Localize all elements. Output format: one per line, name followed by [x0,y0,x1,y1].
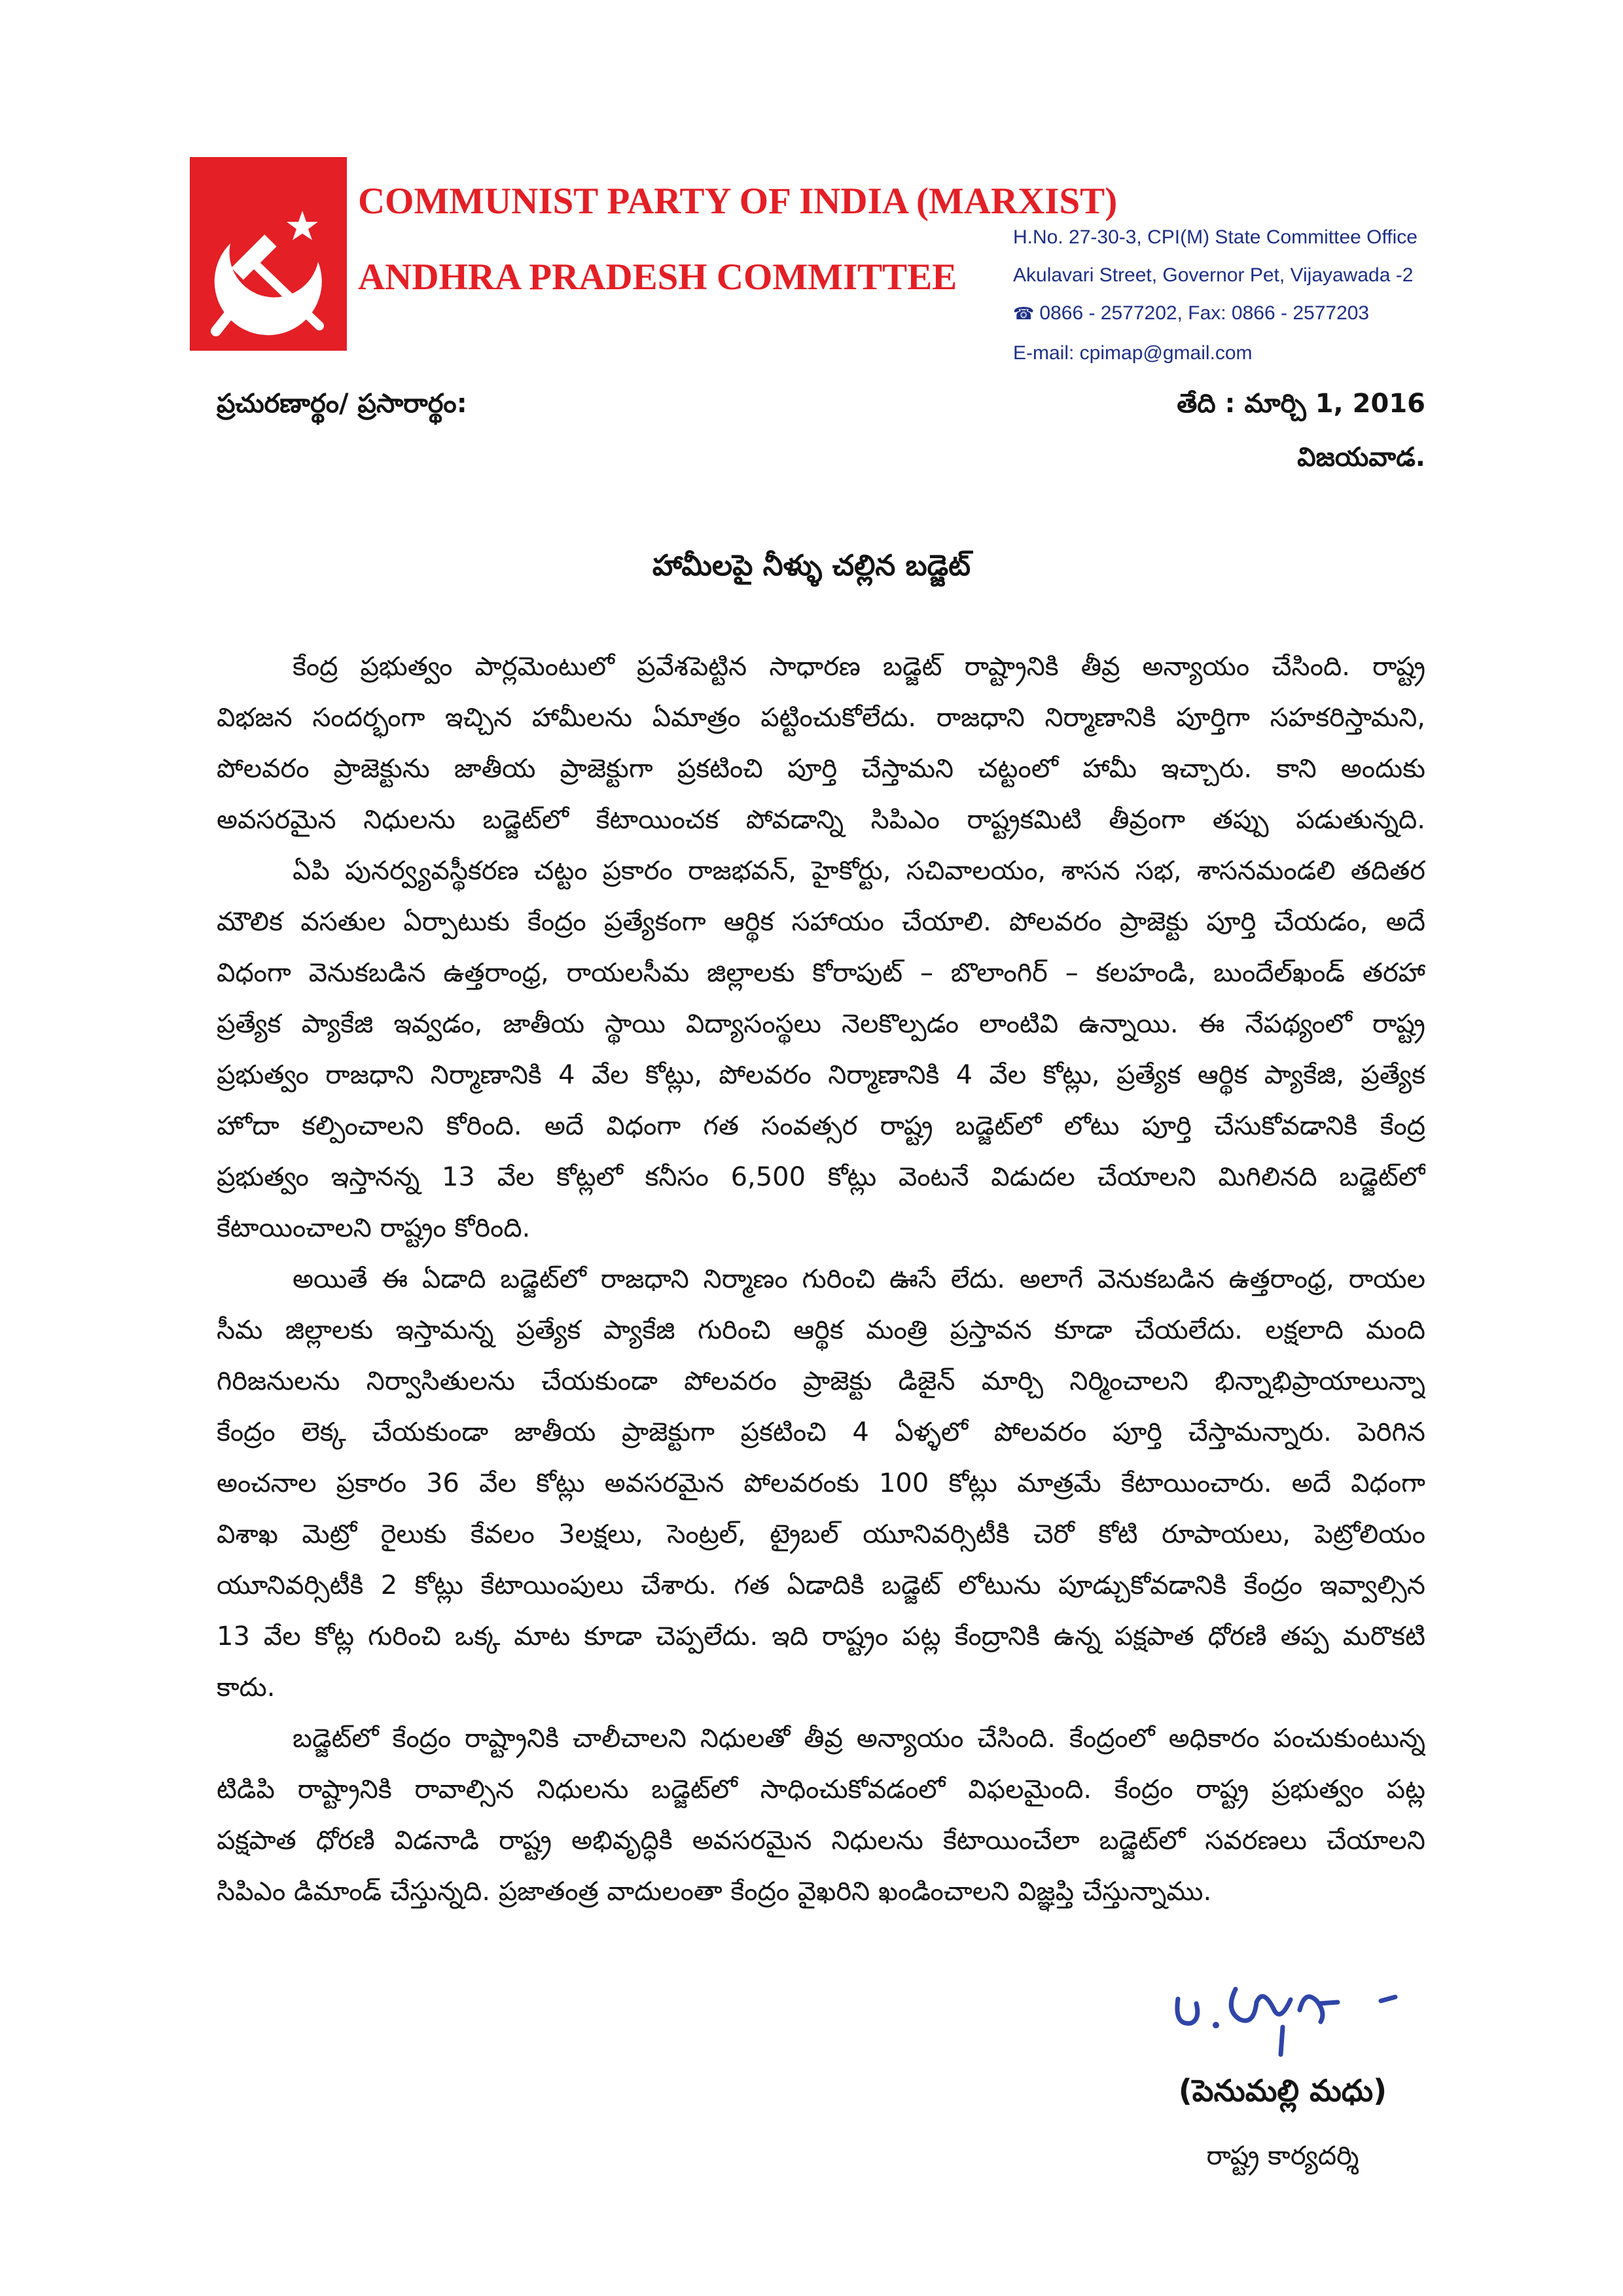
body-line: విశాఖ మెట్రో రైలుకు కేవలం 3లక్షలు, సెంట్రల్, ట్రైబల్ యూనివర్సిటీకి చెరో కోటి రూపాయలు, పెట్రోలియం [217,1519,1425,1549]
paragraph [217,1254,1425,1713]
body-line: ప్రభుత్వం రాజధాని నిర్మాణానికి 4 వేల కోట్లు, పోలవరం నిర్మాణానికి 4 వేల కోట్లు, ప్రత్యేక ఆర్థిక ప్యాకేజి, ప్రత్యేక [217,1060,1425,1090]
body-line: విధంగా వెనుకబడిన ఉత్తరాంధ్ర, రాయలసీమ జిల్లాలకు కోరాపుట్ – బొలాంగిర్ – కలహండి, బుందేల్‌ఖండ్ తరహా [217,958,1425,988]
handwritten-signature [1165,1963,1414,2061]
body-line: టిడిపి రాష్ట్రానికి రావాల్సిన నిధులను బడ్జెట్‌లో సాధించుకోవడంలో విఫలమైంది. కేంద్రం రాష్ట్ర ప్రభుత్వం పట్ల [217,1775,1425,1805]
body-line: హోదా కల్పించాలని కోరింది. అదే విధంగా గత సంవత్సర రాష్ట్ర బడ్జెట్‌లో లోటు పూర్తి చేసుకోవడానికి కేంద్ర [217,1111,1425,1141]
committee-title: ANDHRA PRADESH COMMITTEE [358,256,957,298]
body-line: సిపిఎం డిమాండ్ చేస్తున్నది. ప్రజాతంత్ర వాదులంతా కేంద్రం వైఖరిని ఖండించాలని విజ్ఞప్తి చేస్తున్నాము. [217,1877,1212,1907]
body-line: ప్రభుత్వం ఇస్తానన్న 13 వేల కోట్లలో కనీసం 6,500 కోట్లు వెంటనే విడుదల చేయాలని మిగిలినది బడ్జెట్‌లో [217,1162,1425,1192]
body-line: పక్షపాత ధోరణి విడనాడి రాష్ట్ర అభివృద్ధికి అవసరమైన నిధులను కేటాయించేలా బడ్జెట్‌లో సవరణలు చేయాలని [217,1826,1425,1856]
phone-line [1013,304,1369,323]
body-line: కేంద్రం లెక్క చేయకుండా జాతీయ ప్రాజెక్టుగా ప్రకటించి 4 ఏళ్ళలో పోలవరం పూర్తి చేస్తామన్నారు. పెరిగిన [217,1417,1425,1447]
body-line: అవసరమైన నిధులను బడ్జెట్‌లో కేటాయించక పోవడాన్ని సిపిఎం రాష్ట్రకమిటి తీవ్రంగా తప్పు పడుతున్నది. [217,805,1425,835]
party-logo [190,157,347,351]
press-release-title: హామీలపై నీళ్ళు చల్లిన బడ్జెట్ [652,549,971,582]
body-line: అంచనాల ప్రకారం 36 వేల కోట్లు అవసరమైన పోలవరంకు 100 కోట్లు మాత్రమే కేటాయించారు. అదే విధంగా [217,1468,1425,1498]
body-line: ప్రత్యేక ప్యాకేజి ఇవ్వడం, జాతీయ స్థాయి విద్యాసంస్థలు నెలకొల్పడం లాంటివి ఉన్నాయి. ఈ నేపథ్యంలో రాష్ట్ర [217,1009,1425,1039]
body-line: 13 వేల కోట్ల గురించి ఒక్క మాట కూడా చెప్పలేదు. ఇది రాష్ట్రం పట్ల కేంద్రానికి ఉన్న పక్షపాత ధోరణి తప్ప మరొకటి [217,1621,1425,1651]
phone-text: 0866 - 2577202, Fax: 0866 - 2577203 [1039,302,1370,324]
body-line: కాదు. [217,1672,276,1703]
signatory-designation: రాష్ట్ర కార్యదర్శి [1206,2141,1359,2171]
release-place: విజయవాడ. [1297,442,1425,472]
paragraph [217,1713,1425,1917]
hammer-sickle-star-icon [190,157,347,351]
body-line: అయితే ఈ ఏడాది బడ్జెట్‌లో రాజధాని నిర్మాణం గురించి ఊసే లేదు. అలాగే వెనుకబడిన ఉత్తరాంధ్ర, రాయల [293,1264,1425,1294]
body-line: యూనివర్సిటీకి 2 కోట్లు కేటాయింపులు చేశారు. గత ఏడాదికి బడ్జెట్ లోటును పూడ్చుకోవడానికి కేంద్రం ఇవ్వాల్సిన [217,1570,1425,1600]
email-line: E-mail: cpimap@gmail.com [1013,342,1253,364]
signatory-name: (పెనుమల్లి మధు) [1178,2073,1387,2108]
body-line: ఏపి పునర్వ్యవస్థీకరణ చట్టం ప్రకారం రాజభవన్, హైకోర్టు, సచివాలయం, శాసన సభ, శాసనమండలి తదితర [293,856,1425,886]
phone-icon: ☎ [1013,304,1035,324]
body-line: మౌలిక వసతుల ఏర్పాటుకు కేంద్రం ప్రత్యేకంగా ఆర్థిక సహాయం చేయాలి. పోలవరం ప్రాజెక్టు పూర్తి చేయడం, అదే [217,907,1425,937]
body-line: విభజన సందర్భంగా ఇచ్చిన హామీలను ఏమాత్రం పట్టించుకోలేదు. రాజధాని నిర్మాణానికి పూర్తిగా సహకరిస్తామని, [217,703,1425,733]
body-line: కేంద్ర ప్రభుత్వం పార్లమెంటులో ప్రవేశపెట్టిన సాధారణ బడ్జెట్ రాష్ట్రానికి తీవ్ర అన్యాయం చేసింది. రాష్ట్ర [293,652,1425,682]
body-line: పోలవరం ప్రాజెక్టును జాతీయ ప్రాజెక్టుగా ప్రకటించి పూర్తి చేస్తామని చట్టంలో హామీ ఇచ్చారు. కాని అందుకు [217,754,1425,784]
body-line: కేటాయించాలని రాష్ట్రం కోరింది. [217,1213,531,1243]
org-title: COMMUNIST PARTY OF INDIA (MARXIST) [358,181,1118,222]
release-label: ప్రచురణార్థం/ ప్రసారార్థం: [217,389,467,419]
body-line: గిరిజనులను నిర్వాసితులను చేయకుండా పోలవరం ప్రాజెక్టు డిజైన్ మార్చి నిర్మించాలని భిన్నాభిప్రాయాలున్నా [217,1366,1425,1396]
paragraph [217,641,1425,845]
address-line-1: H.No. 27-30-3, CPI(M) State Committee Office [1013,226,1418,248]
press-release-body [217,641,1425,1917]
release-date: తేది : మార్చి 1, 2016 [1177,389,1425,419]
body-line: బడ్జెట్‌లో కేంద్రం రాష్ట్రానికి చాలీచాలని నిధులతో తీవ్ర అన్యాయం చేసింది. కేంద్రంలో అధికారం పంచుకుంటున్న [293,1723,1425,1754]
address-line-2: Akulavari Street, Governor Pet, Vijayawada -2 [1013,264,1414,286]
body-line: సీమ జిల్లాలకు ఇస్తామన్న ప్రత్యేక ప్యాకేజి గురించి ఆర్థిక మంత్రి ప్రస్తావన కూడా చేయలేదు. లక్షలాది మంది [217,1315,1425,1345]
paragraph [217,845,1425,1254]
